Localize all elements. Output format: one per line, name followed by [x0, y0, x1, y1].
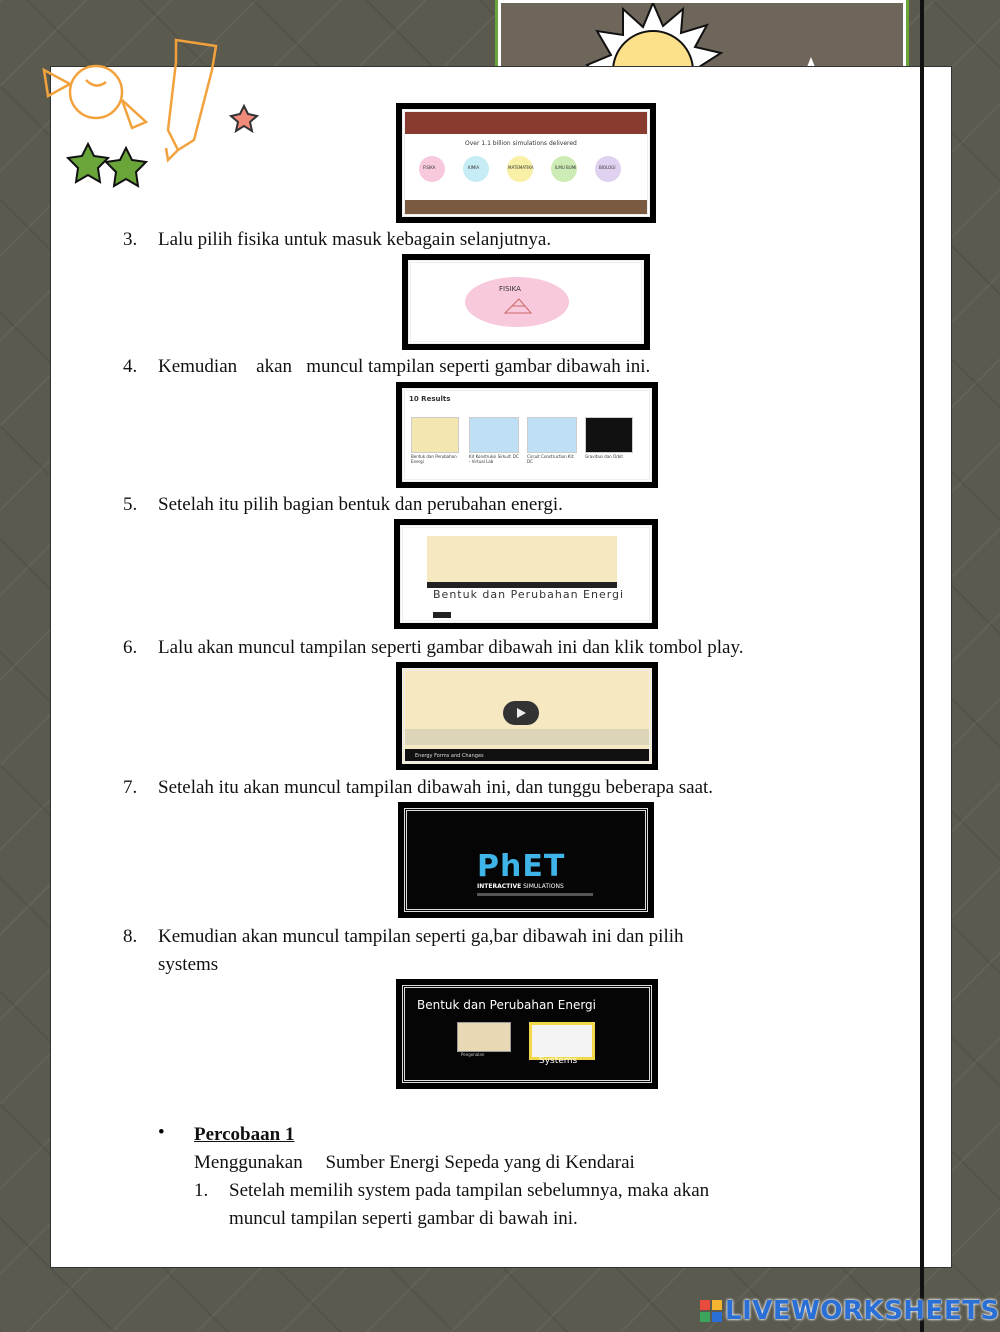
percobaan-title — [194, 1121, 316, 1149]
banner-photo — [405, 112, 647, 134]
result-title: Gravitasi dan Orbit — [585, 454, 623, 459]
category-label: ILMU BUMI — [555, 165, 577, 170]
screenshot-fisika — [402, 254, 650, 350]
phet-tagline-right: SIMULATIONS — [523, 883, 564, 890]
systems-label: Systems — [539, 1056, 578, 1066]
step-text: Kemudian akan muncul tampilan seperti ga,bar dibawah ini dan pilih — [158, 926, 684, 947]
step-text: Setelah itu akan muncul tampilan dibawah ini, dan tunggu beberapa saat. — [158, 777, 714, 798]
step-number: 4. — [123, 356, 138, 377]
step-number: 5. — [123, 494, 138, 515]
result-title: Bentuk dan Perubahan Energi — [411, 454, 457, 464]
step-number: 8. — [123, 926, 138, 947]
screenshot-energy-forms — [394, 519, 658, 629]
result-title: Kit Konstruksi Sirkuit: DC - Virtual Lab — [469, 454, 519, 464]
liveworksheets-logo-icon — [700, 1300, 722, 1322]
fisika-label: FISIKA — [499, 285, 521, 293]
systems-screen-thumb[interactable] — [529, 1022, 595, 1060]
banner-text: Over 1.1 billion simulations delivered — [465, 140, 577, 147]
sim-caption: Energy Forms and Changes — [415, 753, 484, 759]
category-label: MATEMATIKA — [508, 165, 534, 170]
watermark-text: LIVEWORKSHEETS — [725, 1296, 1000, 1326]
menu-title: Bentuk dan Perubahan Energi — [417, 998, 597, 1012]
category-label: FISIKA — [423, 165, 436, 170]
step-number: 1. — [194, 1180, 209, 1201]
marker-icon — [168, 40, 216, 150]
divider — [920, 0, 924, 1332]
screenshot-phet-home — [396, 103, 656, 223]
candy-icon — [70, 66, 122, 118]
liveworksheets-watermark[interactable] — [700, 1296, 1000, 1326]
intro-screen-label: Pengenalan — [461, 1052, 485, 1057]
step-text: Setelah memilih system pada tampilan sebelumnya, maka akan — [229, 1180, 710, 1201]
screenshot-phet-splash — [398, 802, 654, 918]
step-number: 3. — [123, 229, 138, 250]
phet-logo: PhET — [477, 849, 566, 884]
ramp-icon — [503, 297, 533, 315]
intro-screen-thumb[interactable] — [457, 1022, 511, 1052]
intro-text: Sumber Energi Sepeda yang di Kendarai — [325, 1152, 635, 1173]
step-text: muncul tampilan seperti gambar di bawah ini. — [229, 1208, 578, 1229]
star-icon — [106, 148, 146, 186]
step-text: Lalu akan muncul tampilan seperti gambar dibawah ini dan klik tombol play. — [158, 637, 744, 658]
star-icon — [68, 144, 108, 182]
percobaan-intro — [194, 1149, 635, 1177]
section-heading: Percobaan 1 — [194, 1124, 295, 1145]
step-text: Setelah itu pilih bagian bentuk dan perubahan energi. — [158, 494, 563, 515]
step-text: Lalu pilih fisika untuk masuk kebagain selanjutnya. — [158, 229, 552, 250]
phet-tagline-left: INTERACTIVE — [477, 883, 522, 890]
step-number: 6. — [123, 637, 138, 658]
screenshot-play — [396, 662, 658, 770]
screenshot-sim-menu — [396, 979, 658, 1089]
bullet-icon: • — [158, 1122, 165, 1143]
category-label: KIMIA — [468, 165, 480, 170]
screenshot-results — [396, 382, 658, 488]
step-text: Kemudian akan muncul tampilan seperti gambar dibawah ini. — [158, 356, 651, 377]
sim-title: Bentuk dan Perubahan Energi — [433, 588, 625, 601]
star-icon — [231, 106, 257, 131]
result-title: Circuit Construction Kit: DC — [527, 454, 575, 464]
step-text: systems — [158, 954, 219, 975]
step-number: 7. — [123, 777, 138, 798]
play-icon — [515, 707, 527, 719]
loading-bar — [477, 893, 593, 896]
doodle-decoration — [36, 30, 276, 190]
results-count: 10 Results — [409, 395, 451, 403]
category-label: BIOLOGI — [599, 165, 616, 170]
intro-text: Menggunakan — [194, 1152, 303, 1173]
